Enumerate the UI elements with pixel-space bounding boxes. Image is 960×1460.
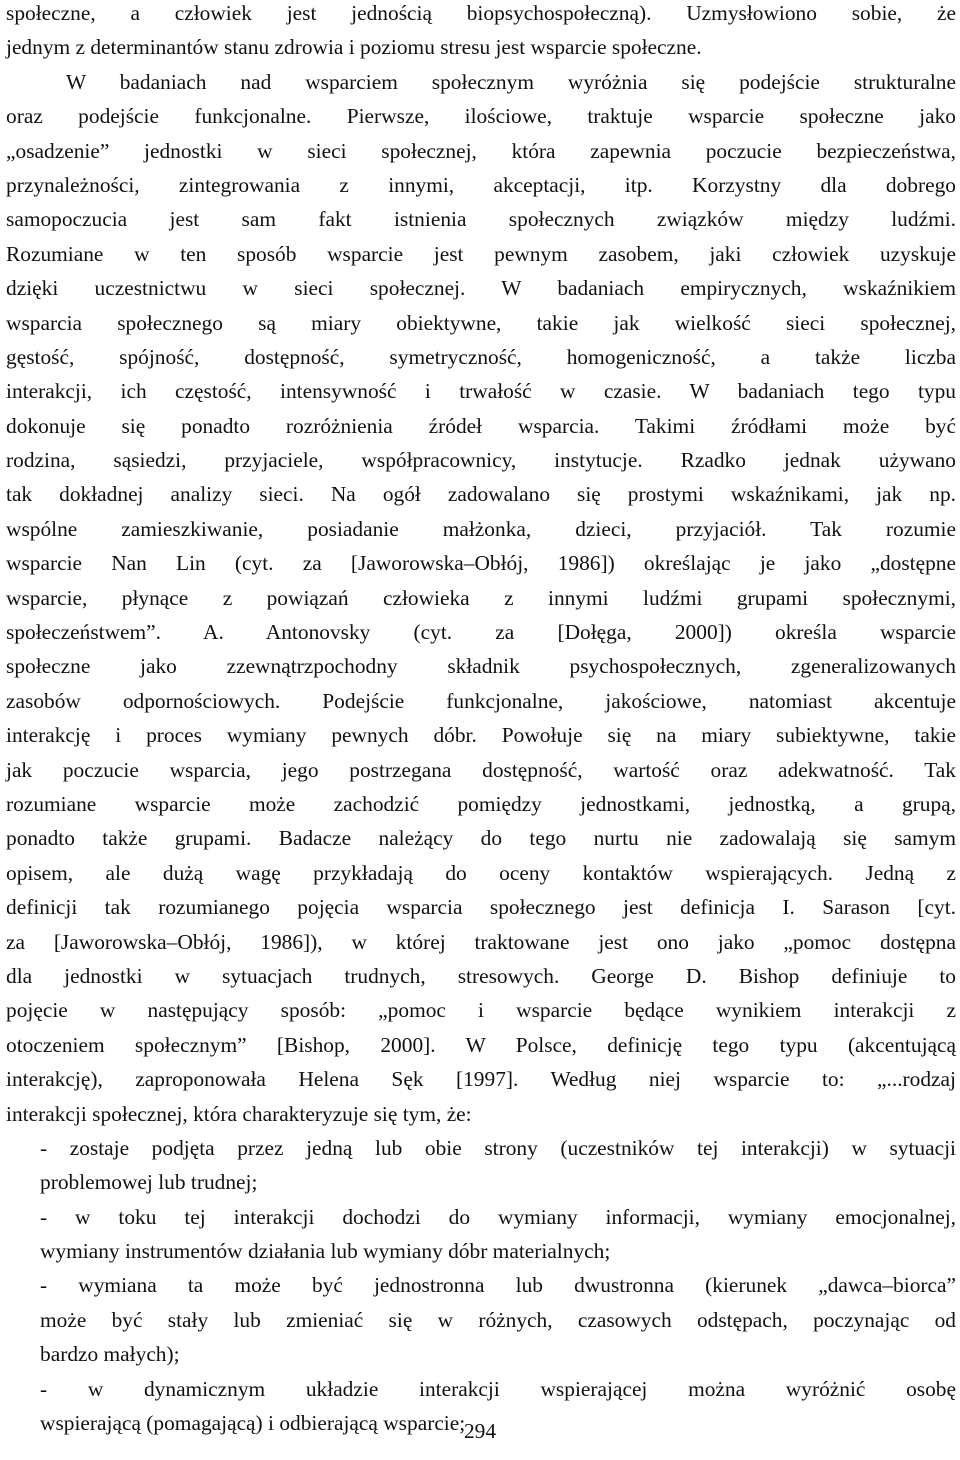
- text-line: rodzina, sąsiedzi, przyjaciele, współpracownicy, instytucje. Rzadko jednak używano: [6, 448, 956, 473]
- text-line: otoczeniem społecznym” [Bishop, 2000]. W Polsce, definicję tego typu (akcentującą: [6, 1032, 956, 1057]
- list-item: - w toku tej interakcji dochodzi do wymiany informacji, wymiany emocjonalnej,: [40, 1204, 956, 1229]
- text-line: jednym z determinantów stanu zdrowia i poziomu stresu jest wsparcie społeczne.: [6, 35, 702, 60]
- text-line: interakcji społecznej, która charakteryzuje się tym, że:: [6, 1101, 472, 1126]
- body-text: [6, 0, 956, 1440]
- text-line: gęstość, spójność, dostępność, symetryczność, homogeniczność, a także liczba: [6, 344, 956, 369]
- text-line: społeczeństwem”. A. Antonovsky (cyt. za [Dołęga, 2000]) określa wsparcie: [6, 620, 956, 645]
- list-item-continuation: bardzo małych);: [40, 1342, 180, 1367]
- text-line: za [Jaworowska–Obłój, 1986]), w której traktowane jest ono jako „pomoc dostępna: [6, 929, 956, 954]
- text-line: tak dokładnej analizy sieci. Na ogół zadowalano się prostymi wskaźnikami, jak np.: [6, 482, 956, 507]
- text-line: definicji tak rozumianego pojęcia wsparcia społecznego jest definicja I. Sarason [cyt.: [6, 895, 956, 920]
- text-line: interakcję i proces wymiany pewnych dóbr. Powołuje się na miary subiektywne, takie: [6, 723, 956, 748]
- text-line: interakcji, ich częstość, intensywność i trwałość w czasie. W badaniach tego typu: [6, 379, 956, 404]
- list-item-continuation: wspierającą (pomagającą) i odbierającą wsparcie;: [40, 1411, 466, 1436]
- list-item-continuation: wymiany instrumentów działania lub wymiany dóbr materialnych;: [40, 1239, 611, 1264]
- text-line: społeczne, a człowiek jest jednością biopsychospołeczną). Uzmysłowiono sobie, że: [6, 1, 956, 25]
- list-item: - w dynamicznym układzie interakcji wspierającej można wyróżnić osobę: [40, 1376, 956, 1401]
- text-line: przynależności, zintegrowania z innymi, akceptacji, itp. Korzystny dla dobrego: [6, 172, 956, 197]
- text-line: pojęcie w następujący sposób: „pomoc i wsparcie będące wynikiem interakcji z: [6, 998, 956, 1023]
- text-line: wspólne zamieszkiwanie, posiadanie małżonka, dzieci, przyjaciół. Tak rozumie: [6, 516, 956, 541]
- text-line: Rozumiane w ten sposób wsparcie jest pewnym zasobem, jaki człowiek uzyskuje: [6, 241, 956, 266]
- text-line: interakcję), zaproponowała Helena Sęk [1997]. Według niej wsparcie to: „...rodzaj: [6, 1067, 956, 1092]
- page-number: 294: [463, 1419, 497, 1443]
- document-page: [6, 0, 956, 1460]
- text-line: dla jednostki w sytuacjach trudnych, stresowych. George D. Bishop definiuje to: [6, 963, 956, 988]
- text-line: W badaniach nad wsparciem społecznym wyróżnia się podejście strukturalne: [66, 69, 956, 94]
- text-line: dzięki uczestnictwu w sieci społecznej. W badaniach empirycznych, wskaźnikiem: [6, 276, 956, 301]
- text-line: jak poczucie wsparcia, jego postrzegana dostępność, wartość oraz adekwatność. Tak: [6, 757, 956, 782]
- text-line: samopoczucia jest sam fakt istnienia społecznych związków między ludźmi.: [6, 207, 956, 232]
- text-line: oraz podejście funkcjonalne. Pierwsze, ilościowe, traktuje wsparcie społeczne jako: [6, 104, 956, 129]
- text-line: opisem, ale dużą wagę przykładają do oceny kontaktów wspierających. Jedną z: [6, 860, 956, 885]
- list-item: - wymiana ta może być jednostronna lub dwustronna (kierunek „dawca–biorca”: [40, 1273, 956, 1298]
- list-item: - zostaje podjęta przez jedną lub obie strony (uczestników tej interakcji) w sytuacji: [40, 1135, 956, 1160]
- text-line: wsparcia społecznego są miary obiektywne, takie jak wielkość sieci społecznej,: [6, 310, 956, 335]
- text-line: wsparcie Nan Lin (cyt. za [Jaworowska–Obłój, 1986]) określając je jako „dostępne: [6, 551, 956, 576]
- text-line: wsparcie, płynące z powiązań człowieka z innymi ludźmi grupami społecznymi,: [6, 585, 956, 610]
- text-line: społeczne jako zzewnątrzpochodny składnik psychospołecznych, zgeneralizowanych: [6, 654, 956, 679]
- list-item-continuation: może być stały lub zmieniać się w różnych, czasowych odstępach, poczynając od: [40, 1307, 956, 1332]
- text-line: dokonuje się ponadto rozróżnienia źródeł wsparcia. Takimi źródłami może być: [6, 413, 956, 438]
- text-line: zasobów odpornościowych. Podejście funkcjonalne, jakościowe, natomiast akcentuje: [6, 688, 956, 713]
- text-line: rozumiane wsparcie może zachodzić pomiędzy jednostkami, jednostką, a grupą,: [6, 791, 956, 816]
- text-line: „osadzenie” jednostki w sieci społecznej, która zapewnia poczucie bezpieczeństwa,: [6, 138, 956, 163]
- list-item-continuation: problemowej lub trudnej;: [40, 1170, 258, 1195]
- text-line: ponadto także grupami. Badacze należący do tego nurtu nie zadowalają się samym: [6, 826, 956, 851]
